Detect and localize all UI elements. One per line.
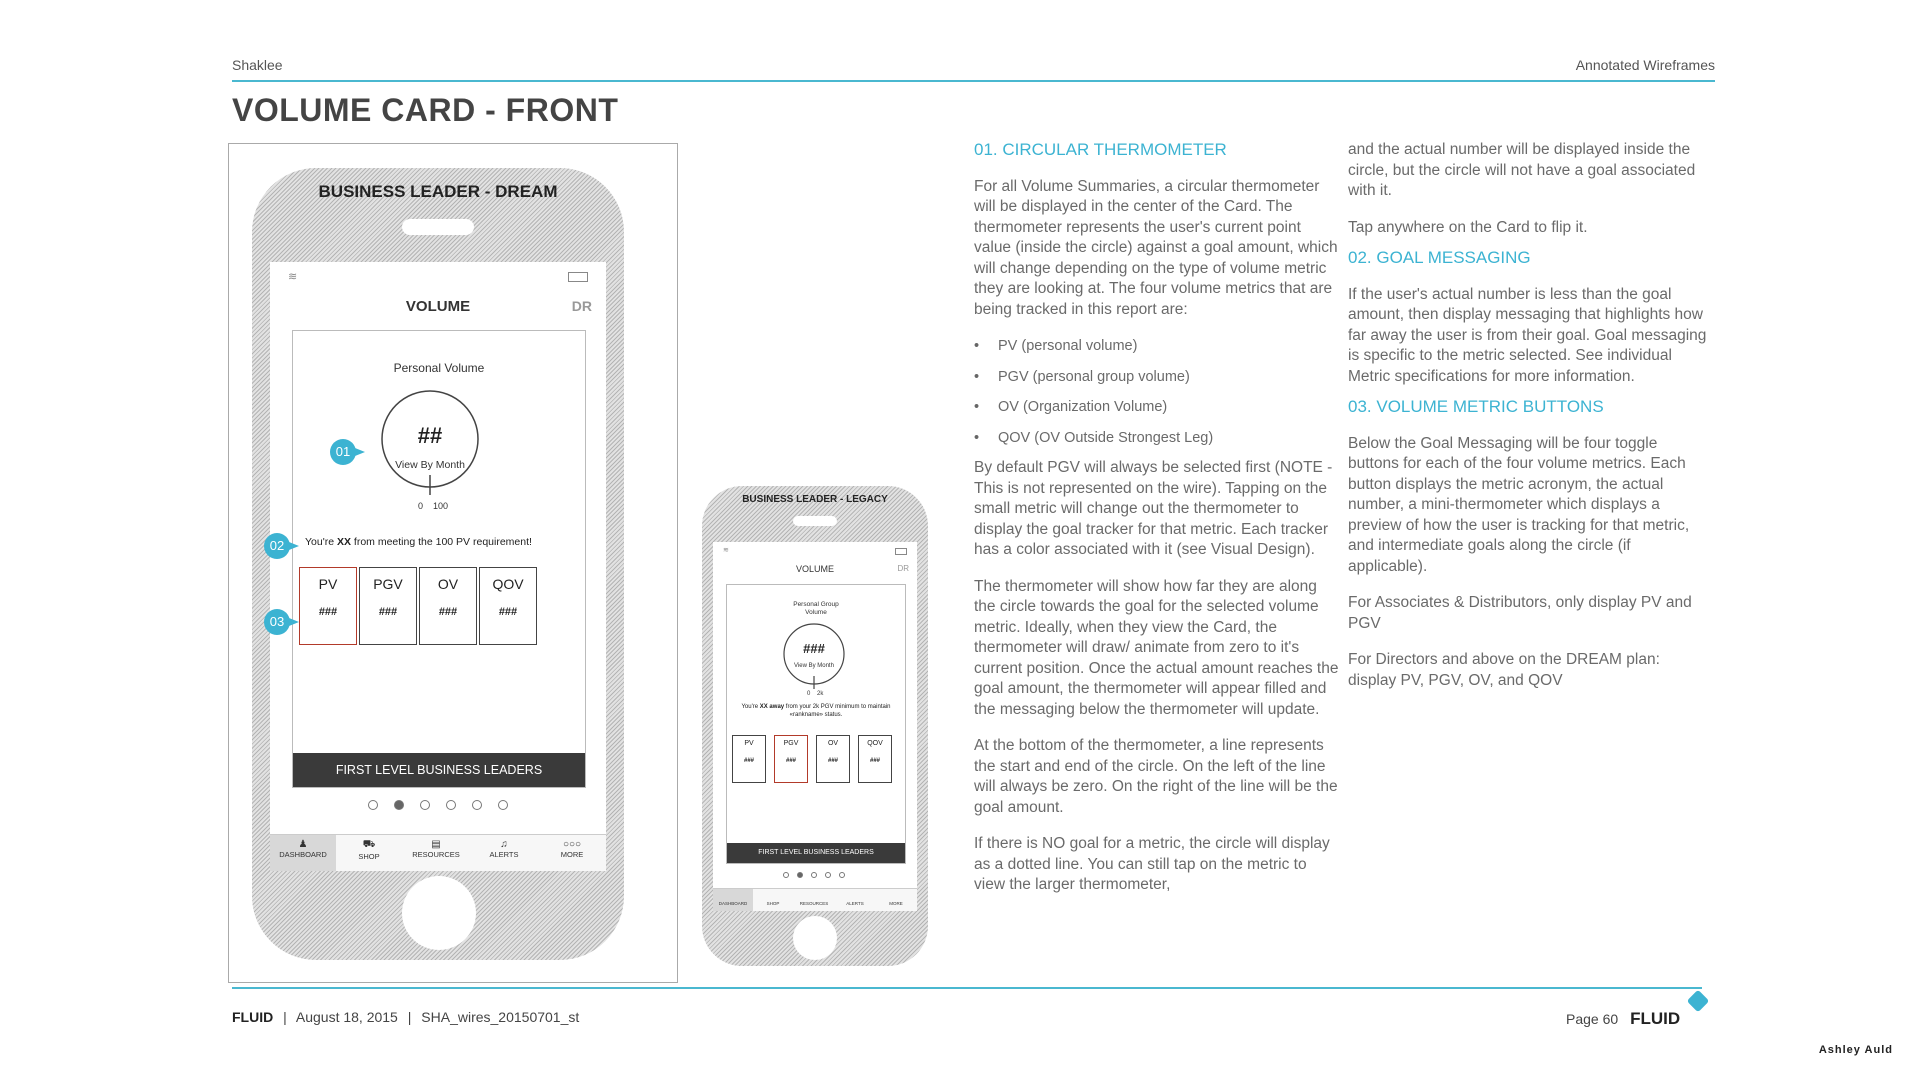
- metric-button-pv[interactable]: PV ###: [299, 567, 357, 645]
- small-volume-card[interactable]: [726, 584, 906, 864]
- page-dot-active[interactable]: [394, 800, 404, 810]
- small-page-dot[interactable]: [825, 872, 831, 878]
- screen-badge[interactable]: DR: [571, 298, 592, 314]
- small-metric-button-pv[interactable]: PV ###: [732, 735, 766, 783]
- metric-button-ov[interactable]: OV ###: [419, 567, 477, 645]
- small-screen-title: VOLUME: [795, 564, 834, 574]
- s1-paragraph-3: The thermometer will show how far they are along the circle towards the goal for the selected volume metric. Ideally, when they view the Card, the thermometer will draw/ animate from zero to it's current position. Once the actual amount reaches the goal amount, the thermometer will appear filled and the messaging below the thermometer will update.: [974, 577, 1339, 718]
- small-card-label-1: Personal Group: [793, 601, 839, 608]
- small-page-dot[interactable]: [783, 872, 789, 878]
- s1-paragraph-1: For all Volume Summaries, a circular thermometer will be displayed in the center of the Card. The thermometer represents the user's current point value (inside the circle) against a goal amount, which will change depending on the type of volume metric they are looking at. The four volume metrics that are being tracked in this report are:: [974, 177, 1338, 318]
- small-tab-bar: [713, 888, 917, 911]
- footer-brand: FLUID: [232, 1009, 274, 1025]
- small-goal-message: You're XX away from your 2k PGV minimum to maintain «rankname» status.: [741, 704, 891, 718]
- more-icon: ○○○: [562, 839, 582, 850]
- small-page-dot-active[interactable]: [797, 872, 803, 878]
- thermo-value: ##: [417, 423, 443, 448]
- small-thermo-goal: 2k: [817, 691, 824, 697]
- page-dot[interactable]: [472, 800, 482, 810]
- user-icon: ♟: [298, 839, 308, 850]
- s3-paragraph-2: For Associates & Distributors, only display PV and PGV: [1348, 594, 1692, 632]
- small-tab-alerts[interactable]: ALERTS: [846, 901, 864, 906]
- tab-bar: [270, 834, 606, 871]
- wifi-icon: ≋: [288, 271, 298, 283]
- s2-paragraph-1: If the user's actual number is less than the goal amount, then display messaging that highlights how far away the user is from their goal. Goal messaging is specific to the metric selected. See individual Metric specifications for more information.: [1348, 285, 1707, 385]
- thermo-sub: View By Month: [395, 459, 465, 471]
- small-phone-screen: [713, 542, 917, 888]
- small-home-button[interactable]: [793, 916, 837, 960]
- home-button[interactable]: [402, 876, 476, 950]
- s1-paragraph-5: If there is NO goal for a metric, the circle will display as a dotted line. You can still tap on the metric to view the larger thermometer,: [974, 835, 1330, 893]
- annotation-column-2: [1348, 140, 1710, 707]
- section-heading-02: 02. GOAL MESSAGING: [1348, 248, 1531, 267]
- section-heading-03: 03. VOLUME METRIC BUTTONS: [1348, 397, 1604, 416]
- footer-right: [1566, 1009, 1680, 1029]
- footer-brand-right: FLUID: [1630, 1009, 1681, 1028]
- small-tab-more[interactable]: MORE: [889, 901, 903, 906]
- callout-02: 02: [264, 533, 290, 559]
- small-metric-button-pgv[interactable]: PGV ###: [774, 735, 808, 783]
- list-item: • QOV (OV Outside Strongest Leg): [974, 428, 1340, 449]
- s1-paragraph-2: By default PGV will always be selected first (NOTE - This is not represented on the wire). Tapping on the small metric will change out the thermometer to display the goal tracker for that metric. Each tracker has a color associated with it (see Visual Design).: [974, 459, 1333, 558]
- cart-icon: ⛟: [362, 839, 376, 850]
- footer-rule: [232, 987, 1702, 989]
- page-dot[interactable]: [368, 800, 378, 810]
- list-item: • OV (Organization Volume): [974, 397, 1340, 418]
- volume-card[interactable]: [292, 330, 586, 788]
- section-heading-01: 01. CIRCULAR THERMOMETER: [974, 140, 1227, 159]
- small-tab-dashboard[interactable]: DASHBOARD: [713, 889, 753, 911]
- footer-date: August 18, 2015: [295, 1009, 398, 1025]
- s3-paragraph-3: For Directors and above on the DREAM plan: display PV, PGV, OV, and QOV: [1348, 651, 1660, 689]
- tab-more[interactable]: ○○○ MORE: [538, 835, 606, 871]
- header-company: Shaklee: [232, 57, 283, 73]
- metric-button-qov[interactable]: QOV ###: [479, 567, 537, 645]
- callout-01: 01: [330, 439, 356, 465]
- small-thermo-value: ###: [803, 641, 825, 656]
- card-label: Personal Volume: [393, 361, 485, 375]
- fluid-diamond-icon: [1687, 990, 1710, 1013]
- small-circular-thermometer[interactable]: [779, 621, 849, 691]
- large-phone-mockup: [252, 168, 624, 960]
- tab-shop[interactable]: ⛟ SHOP: [336, 835, 402, 871]
- small-page-dot[interactable]: [839, 872, 845, 878]
- tab-alerts[interactable]: ♫ ALERTS: [470, 835, 538, 871]
- author-credit: Ashley Auld: [1818, 1044, 1893, 1056]
- large-phone-title: BUSINESS LEADER - DREAM: [318, 182, 558, 201]
- first-level-leaders-bar[interactable]: FIRST LEVEL BUSINESS LEADERS: [293, 753, 585, 787]
- large-phone-screen: [270, 262, 606, 834]
- small-phone-mockup: [702, 486, 928, 966]
- small-battery-icon: [895, 548, 907, 555]
- screen-title: VOLUME: [405, 298, 471, 315]
- annotation-column-1: [974, 140, 1340, 912]
- page-dot[interactable]: [420, 800, 430, 810]
- page-title: VOLUME CARD - FRONT: [232, 92, 619, 128]
- page-dot[interactable]: [498, 800, 508, 810]
- footer-file: SHA_wires_20150701_st: [421, 1009, 580, 1025]
- small-tab-shop[interactable]: SHOP: [766, 901, 780, 906]
- callout-03: 03: [264, 609, 290, 635]
- tab-dashboard[interactable]: ♟ DASHBOARD: [270, 835, 336, 871]
- resources-icon: ▤: [431, 839, 441, 850]
- thermo-start: 0: [418, 501, 424, 511]
- goal-message: You're XX from meeting the 100 PV requirement!: [305, 536, 532, 548]
- list-item: • PV (personal volume): [974, 336, 1340, 357]
- footer-left: FLUID | August 18, 2015 | SHA_wires_20150701_st: [232, 1009, 580, 1025]
- speaker-grille: [402, 219, 474, 235]
- header-doc-type: Annotated Wireframes: [1575, 57, 1715, 73]
- metric-button-pgv[interactable]: PGV ###: [359, 567, 417, 645]
- small-page-dot[interactable]: [811, 872, 817, 878]
- battery-icon: [568, 272, 588, 282]
- small-metric-button-ov[interactable]: OV ###: [816, 735, 850, 783]
- small-metric-button-qov[interactable]: QOV ###: [858, 735, 892, 783]
- small-screen-badge[interactable]: DR: [897, 564, 909, 573]
- small-thermo-sub: View By Month: [794, 663, 834, 669]
- small-thermo-start: 0: [807, 691, 811, 697]
- s1-paragraph-7: Tap anywhere on the Card to flip it.: [1348, 218, 1588, 236]
- bell-icon: ♫: [500, 839, 508, 850]
- s1-paragraph-4: At the bottom of the thermometer, a line represents the start and end of the circle. On the left of the line will always be zero. On the right of the line will be the goal amount.: [974, 737, 1338, 816]
- small-tab-resources[interactable]: RESOURCES: [799, 901, 829, 906]
- s1-paragraph-6: and the actual number will be displayed inside the circle, but the circle will not have a goal associated with it.: [1348, 141, 1696, 199]
- small-first-level-leaders-bar[interactable]: FIRST LEVEL BUSINESS LEADERS: [727, 843, 905, 863]
- tab-resources[interactable]: ▤ RESOURCES: [402, 835, 470, 871]
- small-speaker-grille: [793, 516, 837, 526]
- page-number: Page 60: [1566, 1011, 1619, 1027]
- small-phone-title: BUSINESS LEADER - LEGACY: [742, 494, 888, 505]
- page-dot[interactable]: [446, 800, 456, 810]
- volume-metric-list: [974, 336, 1340, 448]
- list-item: • PGV (personal group volume): [974, 367, 1340, 388]
- thermo-goal: 100: [433, 501, 449, 511]
- header-rule: [232, 80, 1715, 82]
- small-wifi-icon: ≋: [723, 547, 729, 554]
- s3-paragraph-1: Below the Goal Messaging will be four toggle buttons for each of the four volume metrics. Each button displays the metric acronym, the actual number, a mini-thermometer which displays a preview of how the user is tracking for that metric, and intermediate goals along the circle (if applicable).: [1348, 434, 1690, 575]
- small-card-label-2: Volume: [805, 609, 827, 616]
